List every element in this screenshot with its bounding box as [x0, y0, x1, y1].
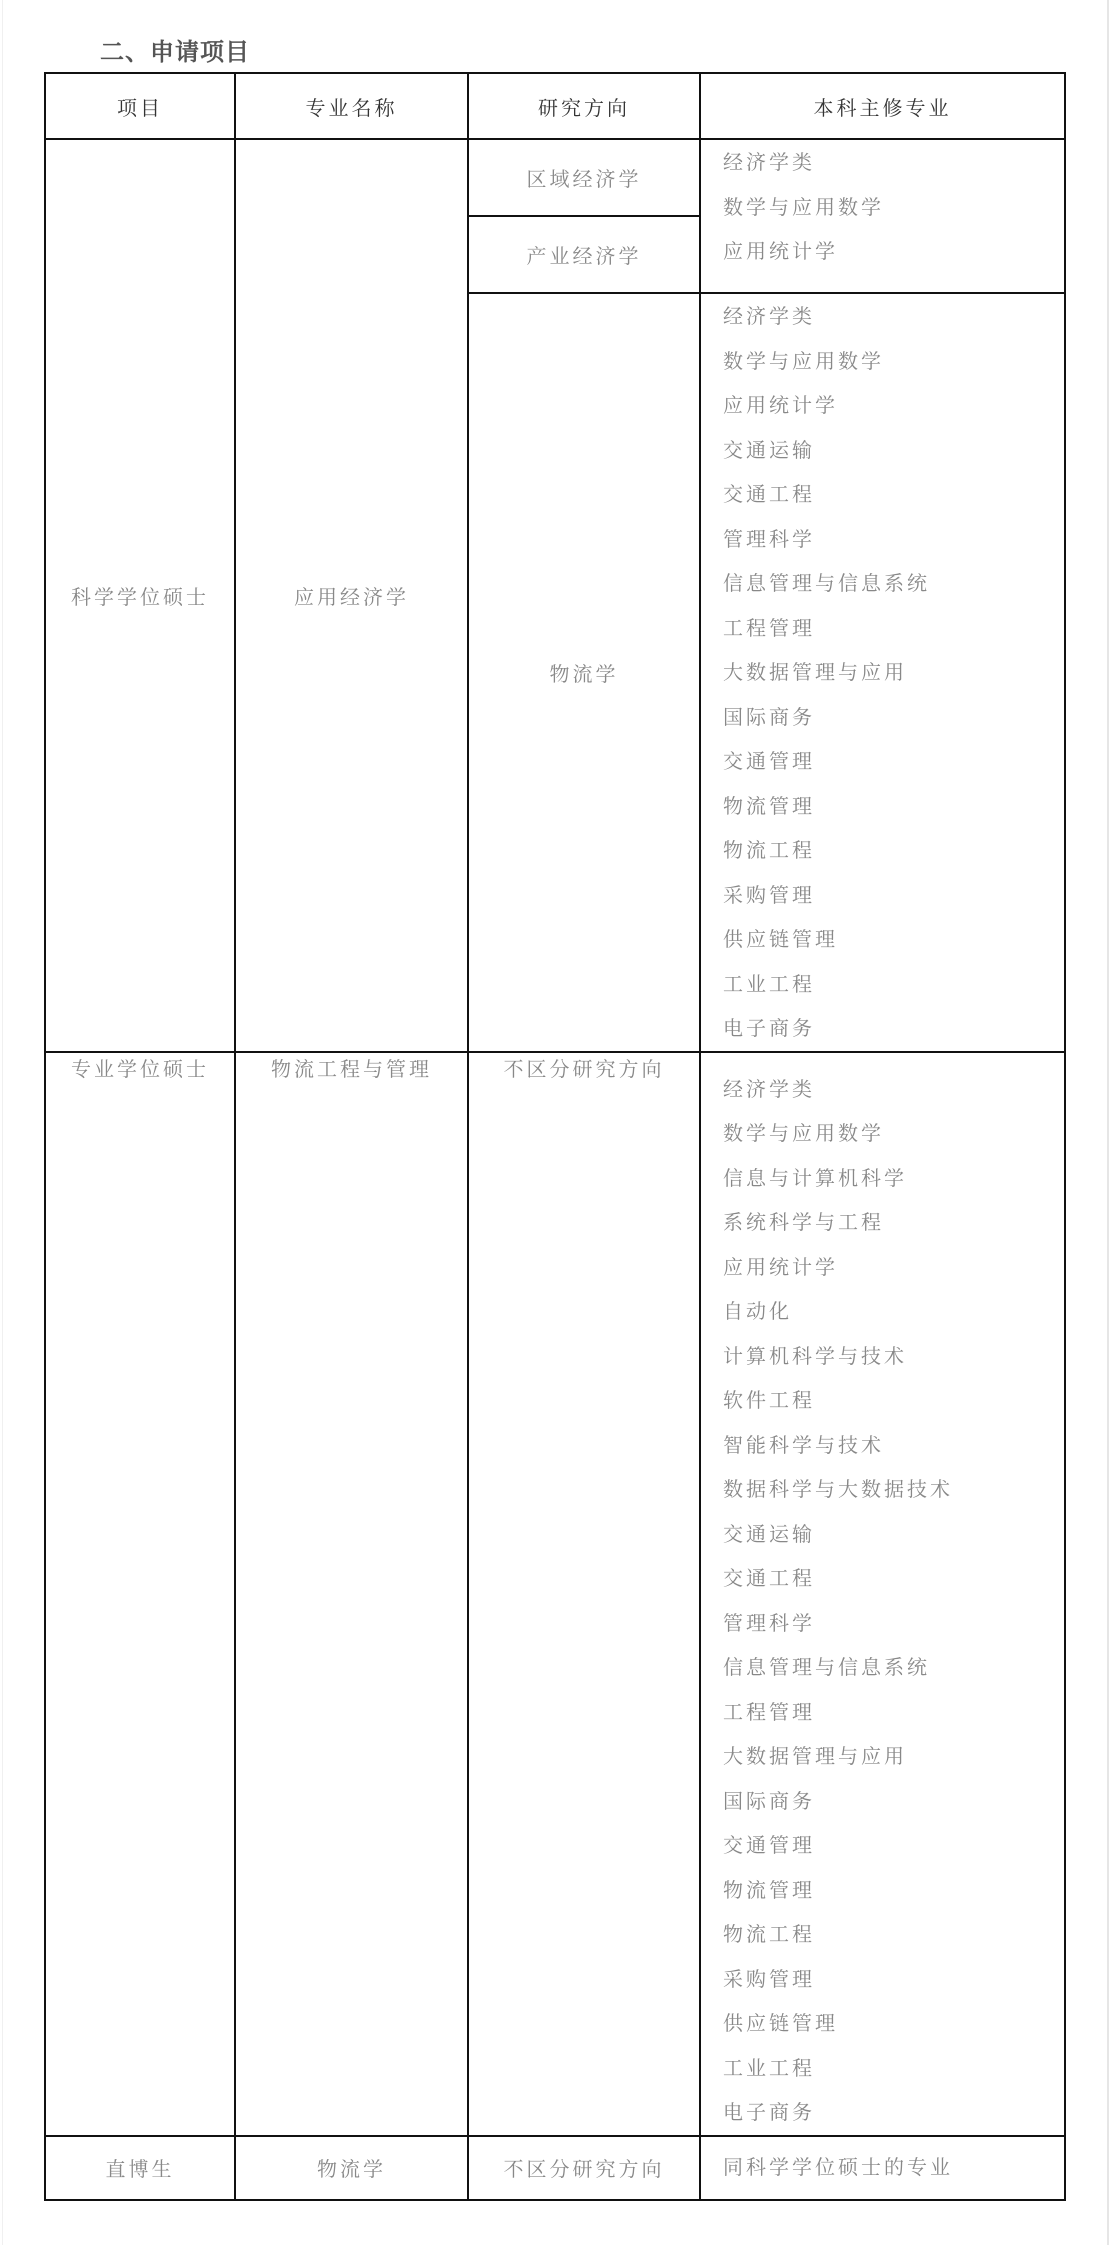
list-item: 物流管理	[723, 793, 815, 818]
section-title: 二、申请项目	[100, 38, 250, 66]
list-item: 工业工程	[723, 971, 815, 996]
table-row	[45, 2136, 1065, 2200]
direction-industrial-economics: 产业经济学	[468, 216, 700, 293]
list-item: 电子商务	[723, 2100, 815, 2124]
list-item: 交通工程	[723, 482, 815, 506]
list-item: 数学与应用数学	[723, 1121, 884, 1145]
list-item: 管理科学	[723, 1610, 815, 1635]
professional-majors-list	[701, 1067, 1064, 2135]
project-academic-master: 科学学位硕士	[45, 139, 235, 1052]
regional-industrial-majors-cell	[700, 139, 1065, 293]
list-item: 交通管理	[723, 749, 815, 773]
list-item: 交通运输	[723, 1521, 815, 1546]
list-item: 数据科学与大数据技术	[723, 1477, 953, 1501]
major-logistics: 物流学	[235, 2136, 468, 2200]
list-item: 交通管理	[723, 1833, 815, 1857]
direct-phd-majors-cell	[700, 2136, 1065, 2200]
regional-industrial-majors-list	[701, 140, 1064, 274]
list-item: 物流工程	[723, 838, 815, 862]
header-row	[45, 73, 1065, 139]
header-project: 项目	[45, 73, 235, 139]
list-item: 经济学类	[723, 304, 815, 328]
list-item: 应用统计学	[723, 1254, 838, 1279]
list-item: 经济学类	[723, 1076, 815, 1101]
list-item: 交通工程	[723, 1566, 815, 1590]
list-item: 管理科学	[723, 526, 815, 551]
project-professional-master: 专业学位硕士	[45, 1052, 235, 2136]
list-item: 工程管理	[723, 615, 815, 640]
page-right-rule	[1107, 0, 1109, 2245]
table-row	[45, 139, 1065, 216]
list-item: 应用统计学	[723, 393, 838, 417]
list-item: 同科学学位硕士的专业	[723, 2155, 953, 2180]
professional-majors-cell	[700, 1052, 1065, 2136]
list-item: 电子商务	[723, 1016, 815, 1040]
major-applied-economics: 应用经济学	[235, 139, 468, 1052]
list-item: 国际商务	[723, 1788, 815, 1813]
logistics-majors-cell	[700, 293, 1065, 1052]
project-direct-phd: 直博生	[45, 2136, 235, 2200]
list-item: 信息管理与信息系统	[723, 1655, 930, 1679]
list-item: 经济学类	[723, 150, 815, 174]
major-logistics-engineering-management: 物流工程与管理	[235, 1052, 468, 2136]
list-item: 软件工程	[723, 1388, 815, 1412]
list-item: 计算机科学与技术	[723, 1343, 907, 1368]
list-item: 大数据管理与应用	[723, 660, 907, 684]
direct-phd-majors-list	[701, 2145, 1064, 2190]
list-item: 应用统计学	[723, 239, 838, 263]
list-item: 供应链管理	[723, 927, 838, 951]
list-item: 采购管理	[723, 1966, 815, 1991]
header-undergrad-major: 本科主修专业	[700, 73, 1065, 139]
list-item: 工业工程	[723, 2055, 815, 2080]
list-item: 自动化	[723, 1299, 792, 1323]
page-left-rule	[2, 0, 3, 2245]
list-item: 智能科学与技术	[723, 1432, 884, 1457]
list-item: 国际商务	[723, 704, 815, 729]
list-item: 系统科学与工程	[723, 1210, 884, 1234]
application-projects-table	[44, 72, 1066, 2201]
list-item: 信息与计算机科学	[723, 1165, 907, 1190]
direction-no-distinction: 不区分研究方向	[468, 2136, 700, 2200]
list-item: 信息管理与信息系统	[723, 571, 930, 595]
direction-no-distinction: 不区分研究方向	[468, 1052, 700, 2136]
logistics-majors-list	[701, 294, 1064, 1051]
list-item: 数学与应用数学	[723, 194, 884, 219]
list-item: 大数据管理与应用	[723, 1744, 907, 1768]
list-item: 数学与应用数学	[723, 348, 884, 373]
list-item: 物流管理	[723, 1877, 815, 1902]
direction-regional-economics: 区域经济学	[468, 139, 700, 216]
list-item: 物流工程	[723, 1922, 815, 1946]
table-row	[45, 1052, 1065, 2136]
list-item: 采购管理	[723, 882, 815, 907]
header-research-direction: 研究方向	[468, 73, 700, 139]
header-major-name: 专业名称	[235, 73, 468, 139]
list-item: 工程管理	[723, 1699, 815, 1724]
list-item: 交通运输	[723, 437, 815, 462]
direction-logistics: 物流学	[468, 293, 700, 1052]
list-item: 供应链管理	[723, 2011, 838, 2035]
